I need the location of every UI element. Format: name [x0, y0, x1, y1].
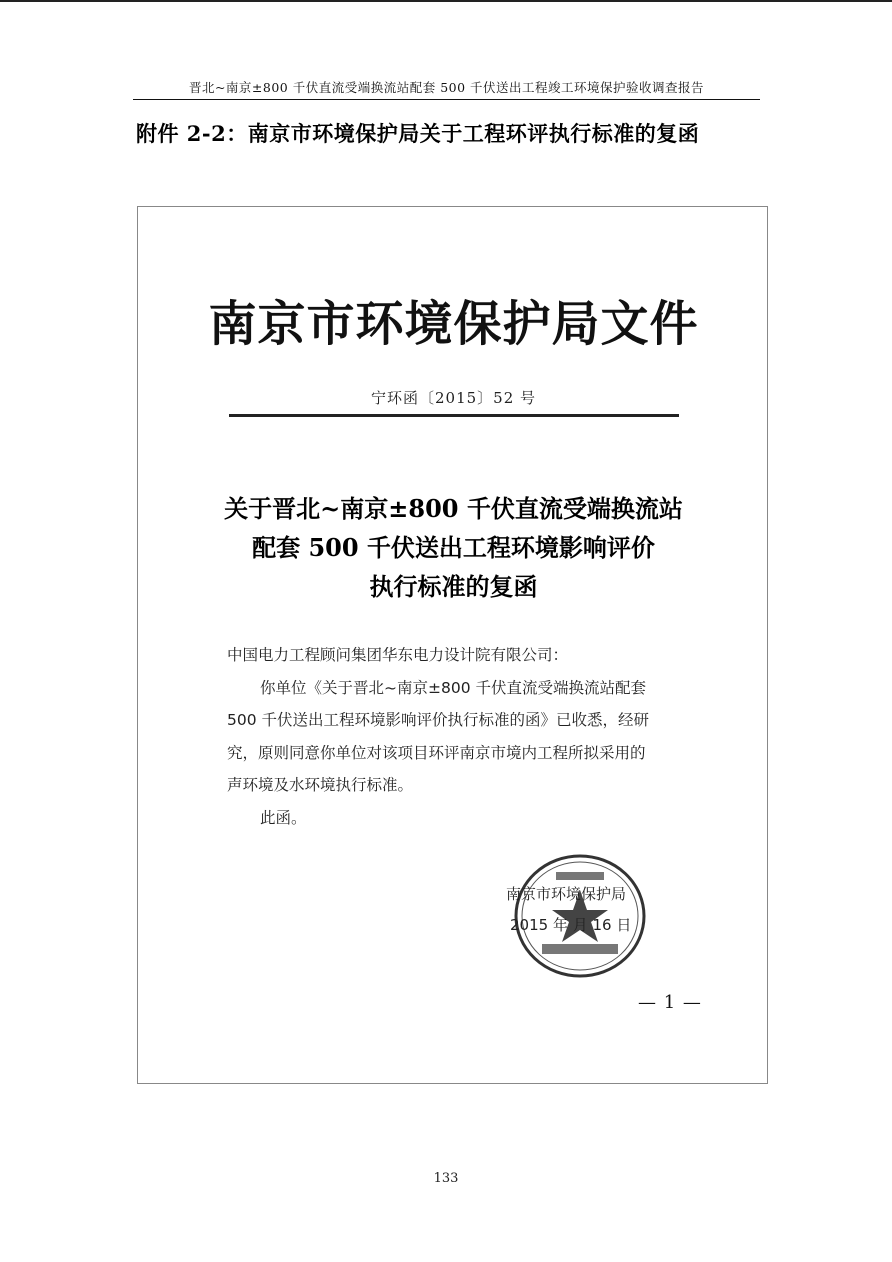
scanned-letter: [137, 206, 768, 1084]
top-border-rule: [0, 0, 892, 2]
inner-page-mark: — 1 —: [638, 992, 702, 1013]
closing-line: 此函。: [260, 808, 307, 827]
document-number: 宁环函〔2015〕52 号: [370, 389, 537, 407]
addressee: 中国电力工程顾问集团华东电力设计院有限公司：: [227, 646, 569, 664]
page-number: 133: [433, 1171, 459, 1186]
header-divider: [133, 99, 760, 100]
body-line: 究，原则同意你单位对该项目环评南京市境内工程所拟采用的: [227, 743, 646, 762]
letter-body: [227, 639, 727, 834]
letterhead-divider: [229, 414, 679, 417]
issuing-organization: 南京市环境保护局文件: [208, 296, 699, 352]
letter-title-line: 关于晋北~南京±800 千伏直流受端换流站: [224, 494, 683, 523]
running-header: 晋北~南京±800 千伏直流受端换流站配套 500 千伏送出工程竣工环境保护验收调查报告: [188, 80, 705, 95]
signature: 南京市环境保护局: [506, 885, 627, 903]
attachment-title: 附件 2-2：南京市环境保护局关于工程环评执行标准的复函: [136, 121, 700, 146]
letter-title-line: 执行标准的复函: [369, 572, 538, 601]
body-line: 你单位《关于晋北~南京±800 千伏直流受端换流站配套: [260, 678, 646, 697]
signature-date: 2015 年 月 16 日: [510, 916, 632, 934]
body-line: 500 千伏送出工程环境影响评价执行标准的函》已收悉，经研: [227, 711, 650, 729]
letter-title: [138, 489, 769, 606]
letter-title-line: 配套 500 千伏送出工程环境影响评价: [252, 533, 655, 562]
body-line: 声环境及水环境执行标准。: [227, 776, 414, 794]
